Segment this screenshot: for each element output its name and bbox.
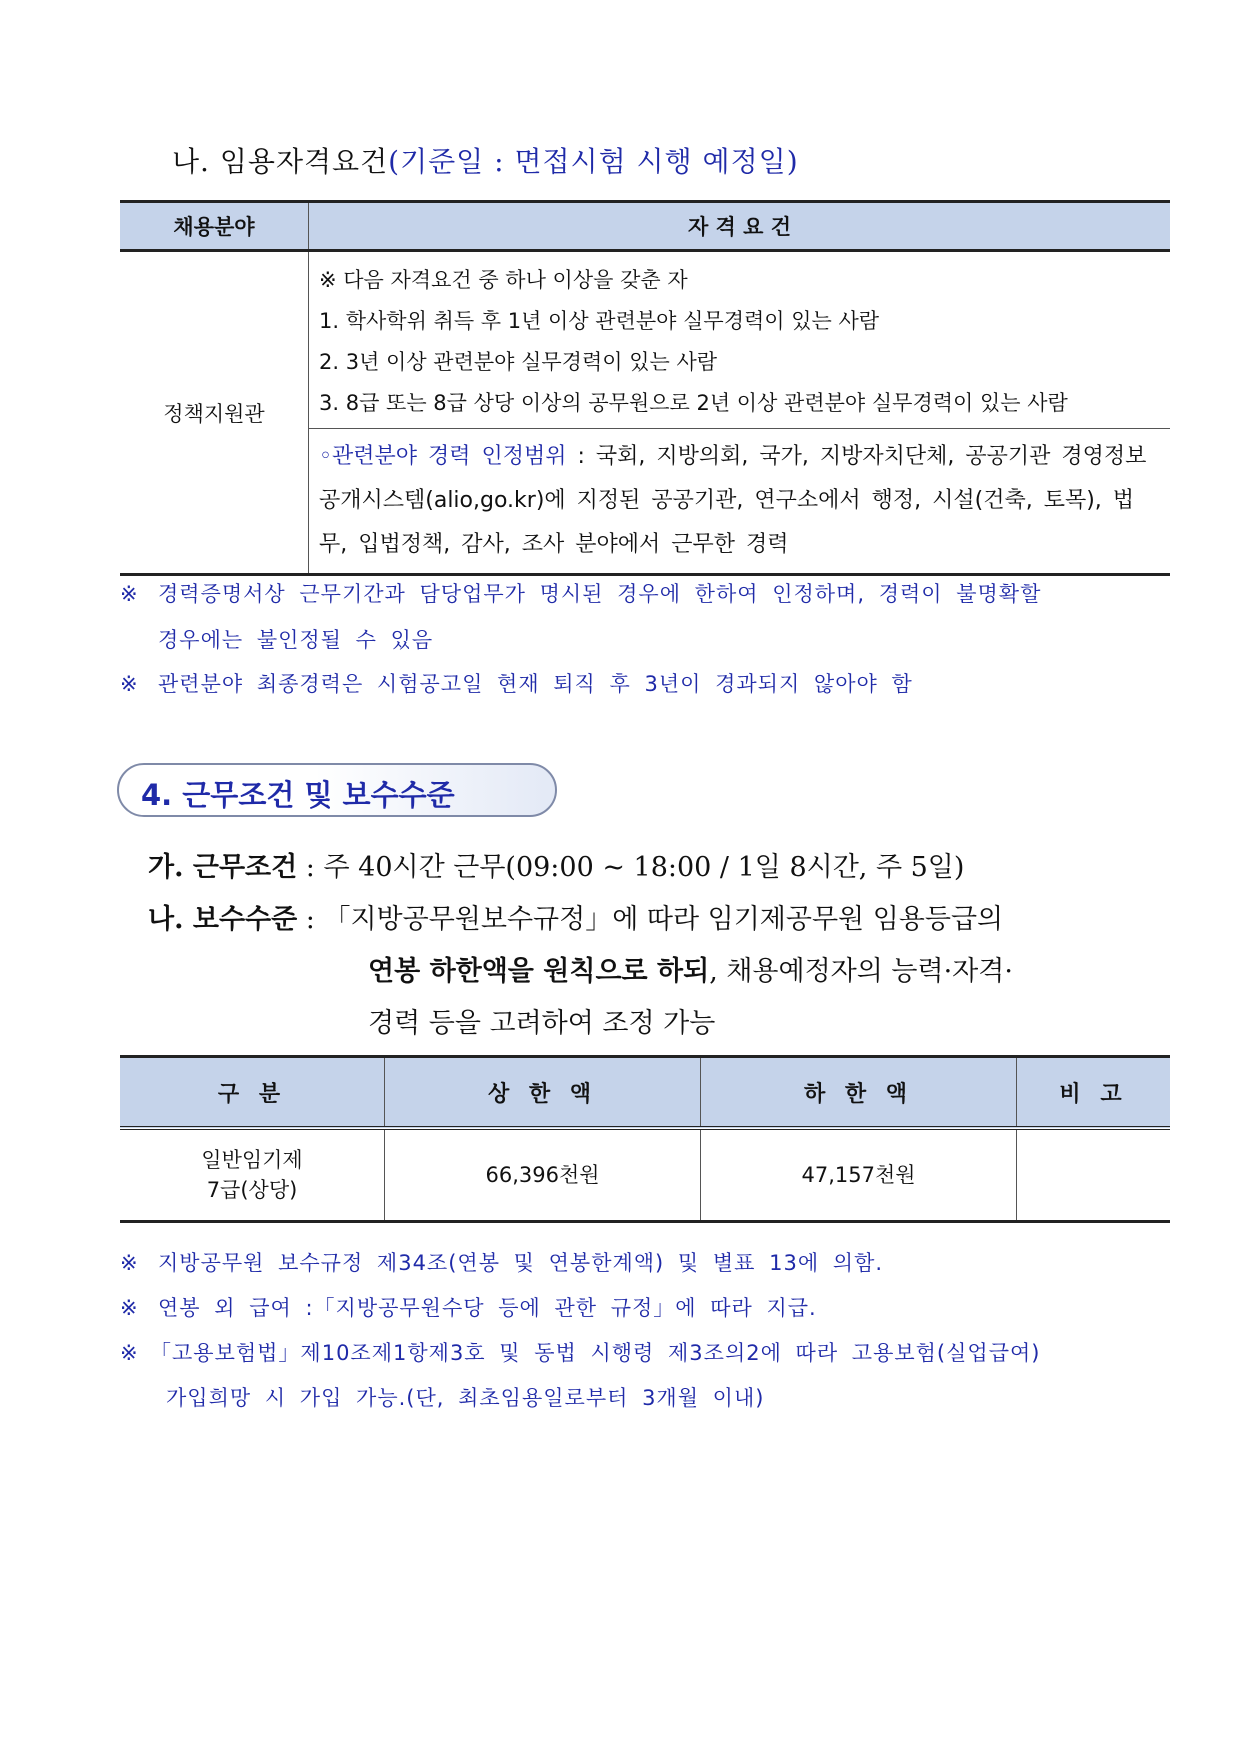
field-cell: 정책지원관 bbox=[120, 251, 309, 575]
pay-level-line-3 bbox=[368, 1001, 715, 1040]
table-row bbox=[120, 1128, 1170, 1222]
pay-level-line-2 bbox=[368, 949, 1013, 988]
note-text: 관련분야 최종경력은 시험공고일 현재 퇴직 후 3년이 경과되지 않아야 함 bbox=[158, 672, 913, 696]
note-text: 경우에는 불인정될 수 있음 bbox=[158, 628, 434, 652]
section-4-title-text: 4. 근무조건 및 보수수준 bbox=[141, 778, 455, 812]
work-condition-label: 가. 근무조건 bbox=[148, 852, 298, 883]
pay-level-text-2: , 채용예정자의 능력·자격· bbox=[709, 956, 1013, 987]
salary-footnote-cont bbox=[166, 1382, 764, 1412]
work-condition-line bbox=[148, 845, 964, 884]
lower-amount-cell: 47,157천원 bbox=[701, 1128, 1017, 1222]
note-mark: ※ bbox=[120, 582, 139, 606]
salary-footnote bbox=[120, 1337, 1040, 1367]
requirements-cell bbox=[309, 251, 1171, 429]
section-4-title bbox=[117, 763, 557, 817]
heading-prefix: 나. bbox=[172, 145, 210, 178]
col-field-header: 채용분야 bbox=[120, 202, 309, 251]
requirement-item: 2. 3년 이상 관련분야 실무경력이 있는 사람 bbox=[319, 350, 718, 374]
career-scope-text: : 국회, 지방의회, 국가, 지방자치단체, 공공기관 경영정보공개시스템(alio,go.kr)에 지정된 공공기관, 연구소에서 행정, 시설(건축, 토목), 법무, 입법정책, 감사, 조사 분야에서 근무한 경력 bbox=[319, 444, 1147, 557]
note-mark: ※ bbox=[120, 1341, 139, 1365]
grade-line-2: 7급(상당) bbox=[206, 1178, 298, 1202]
qualification-note bbox=[120, 668, 913, 698]
note-mark: ※ bbox=[120, 1296, 139, 1320]
col-remark-header: 비 고 bbox=[1017, 1057, 1171, 1129]
heading-sub: (기준일 : 면접시험 시행 예정일) bbox=[388, 145, 799, 178]
pay-level-label: 나. 보수수준 bbox=[148, 904, 298, 935]
note-text: 지방공무원 보수규정 제34조(연봉 및 연봉한계액) 및 별표 13에 의함. bbox=[158, 1251, 884, 1275]
requirement-item: 3. 8급 또는 8급 상당 이상의 공무원으로 2년 이상 관련분야 실무경력이 있는 사람 bbox=[319, 391, 1068, 415]
grade-cell bbox=[120, 1128, 385, 1222]
note-text: 연봉 외 급여 :「지방공무원수당 등에 관한 규정」에 따라 지급. bbox=[158, 1296, 817, 1320]
note-mark: ※ bbox=[120, 1251, 139, 1275]
note-text: 경력증명서상 근무기간과 담당업무가 명시된 경우에 한하여 인정하며, 경력이 불명확할 bbox=[158, 582, 1042, 606]
salary-footnote bbox=[120, 1292, 817, 1322]
qualification-heading bbox=[172, 140, 799, 180]
qualification-note-cont bbox=[158, 624, 433, 654]
career-scope-label: ◦관련분야 경력 인정범위 bbox=[319, 444, 567, 469]
col-upper-header: 상 한 액 bbox=[385, 1057, 701, 1129]
pay-level-bold: 연봉 하한액을 원칙으로 하되 bbox=[368, 956, 710, 987]
salary-table bbox=[120, 1055, 1170, 1223]
salary-footnote bbox=[120, 1247, 883, 1277]
qualification-table bbox=[120, 200, 1170, 576]
note-mark: ※ bbox=[120, 672, 139, 696]
pay-level-text: : 「지방공무원보수규정」에 따라 임기제공무원 임용등급의 bbox=[297, 904, 1004, 935]
qualification-note bbox=[120, 578, 1041, 608]
note-text: 가입희망 시 가입 가능.(단, 최초임용일로부터 3개월 이내) bbox=[166, 1386, 765, 1410]
requirement-item: 1. 학사학위 취득 후 1년 이상 관련분야 실무경력이 있는 사람 bbox=[319, 309, 880, 333]
note-text: 「고용보험법」제10조제1항제3호 및 동법 시행령 제3조의2에 따라 고용보험(실업급여) bbox=[150, 1341, 1041, 1365]
col-reqs-header: 자 격 요 건 bbox=[309, 202, 1171, 251]
remark-cell bbox=[1017, 1128, 1171, 1222]
heading-main: 임용자격요건 bbox=[219, 145, 389, 178]
col-lower-header: 하 한 액 bbox=[701, 1057, 1017, 1129]
pay-level-line bbox=[148, 897, 1003, 936]
pay-level-text-3: 경력 등을 고려하여 조정 가능 bbox=[368, 1008, 716, 1039]
grade-line-1: 일반임기제 bbox=[201, 1148, 303, 1172]
work-condition-text: : 주 40시간 근무(09:00 ~ 18:00 / 1일 8시간, 주 5일) bbox=[297, 852, 965, 883]
col-category-header: 구 분 bbox=[120, 1057, 385, 1129]
career-scope-cell bbox=[309, 429, 1171, 575]
requirement-intro: ※ 다음 자격요건 중 하나 이상을 갖춘 자 bbox=[319, 268, 688, 292]
upper-amount-cell: 66,396천원 bbox=[385, 1128, 701, 1222]
